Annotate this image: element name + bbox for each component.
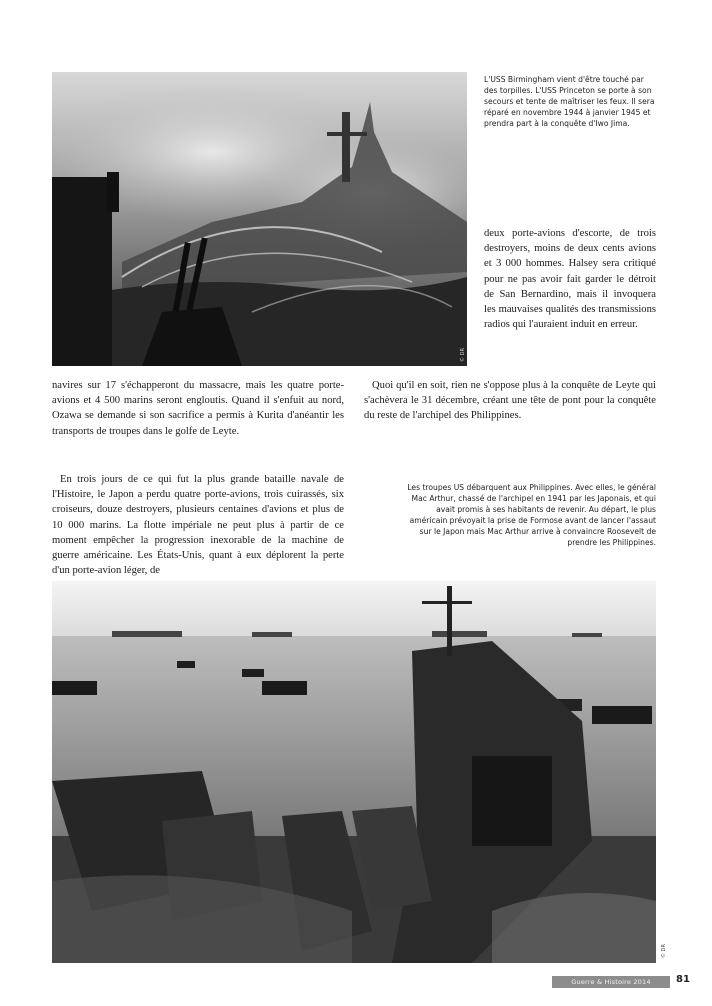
photo-caption-top: L'USS Birmingham vient d'être touché par des torpilles. L'USS Princeton se porte à son secours et tente de maîtriser les feux. Il sera réparé en novembre 1944 à janvier 1945 et prendra part à la conquête d'Iwo Jima. — [484, 75, 655, 128]
article-paragraph-left-1: navires sur 17 s'échapperont du massacre, mais les quatre porte-avions et 4 500 marins seront engloutis. Quand il s'enfuit au nord, Ozawa se demande si son sacrifice a permis à Kurita d'anéantir les transports de troupes dans le golfe de Leyte. — [52, 380, 344, 437]
photo-philippines-landing-image — [52, 581, 656, 963]
article-paragraph-left-2: En trois jours de ce qui fut la plus grande bataille navale de l'Histoire, le Japon a perdu quatre porte-avions, trois cuirassés, six croiseurs, douze destroyers, plusieurs centaines d'avions et plus de 10 000 marins. La flotte impériale ne peut plus à partir de ce moment empêcher la progression inexorable de la machine de guerre américaine. Les États-Unis, quant à eux déplorent la perte d'un porte-avion léger, de — [52, 474, 344, 577]
footer-publication-label: Guerre & Histoire 2014 — [552, 976, 670, 988]
photo-uss-birmingham — [52, 72, 467, 366]
photo-philippines-landing — [52, 581, 656, 963]
photo-caption-bottom: Les troupes US débarquent aux Philippines. Avec elles, le général Mac Arthur, chassé de l'archipel en 1941 par les Japonais, et qui avait promis à ses habitants de revenir. Au départ, le plus américain prévoyait la prise de Formose avant de lancer l'assaut sur le Japon mais Mac Arthur arrive à convaincre Roosevelt de prendre les Philippines. — [407, 483, 656, 547]
article-paragraph-right-top: deux porte-avions d'escorte, de trois destroyers, moins de deux cents avions et 3 000 hommes. Halsey sera critiqué pour ne pas avoir fait garder le détroit de San Bernardino, mais il invoquera les mauvaises qualités des transmissions radios qui l'auraient induit en erreur. — [484, 228, 656, 331]
page-number: 81 — [676, 974, 690, 985]
photo-credit-bottom: © DR — [661, 944, 667, 958]
photo-uss-birmingham-image — [52, 72, 467, 366]
photo-credit-top: © DR — [460, 348, 466, 362]
article-paragraph-right-2: Quoi qu'il en soit, rien ne s'oppose plus à la conquête de Leyte qui s'achèvera le 31 décembre, créant une tête de pont pour la conquête du reste de l'archipel des Philippines. — [364, 380, 656, 422]
